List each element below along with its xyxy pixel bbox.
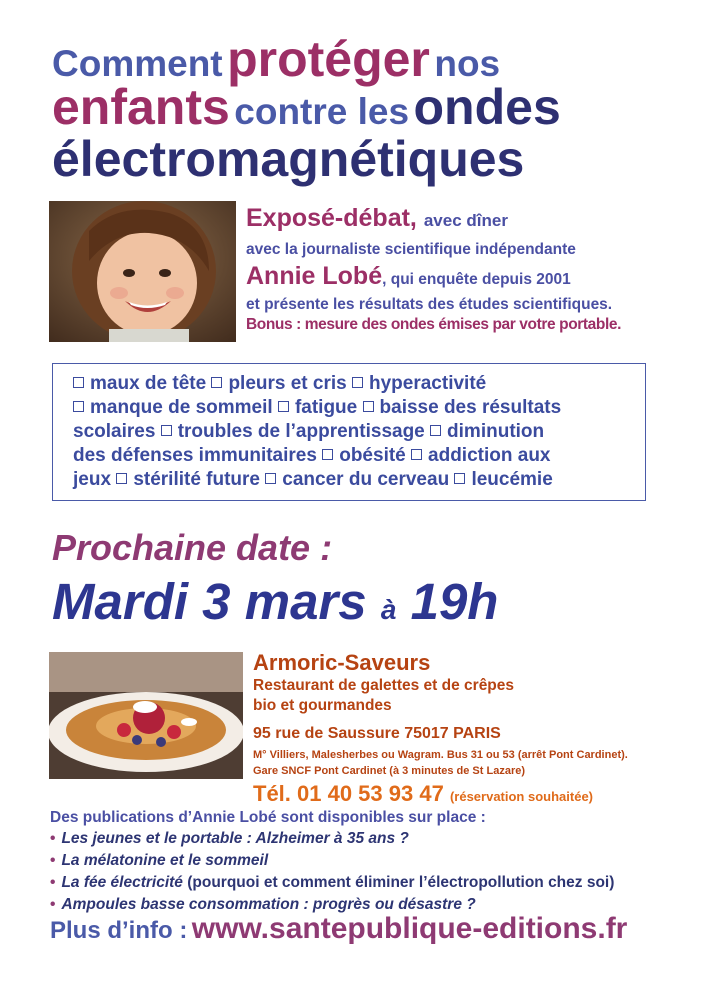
venue-description-2: bio et gourmandes bbox=[253, 697, 392, 714]
speaker-line: Annie Lobé, qui enquête depuis 2001 bbox=[246, 262, 571, 290]
bullet-icon: • bbox=[50, 874, 56, 891]
publication-item bbox=[50, 828, 614, 850]
symptom-item: jeux bbox=[73, 469, 112, 490]
more-info bbox=[50, 912, 627, 946]
headline bbox=[52, 31, 692, 187]
checkbox-icon bbox=[116, 473, 127, 484]
symptoms-line bbox=[73, 444, 633, 468]
checkbox-icon bbox=[430, 425, 441, 436]
symptom-item: pleurs et cris bbox=[228, 373, 347, 394]
bullet-icon: • bbox=[50, 830, 56, 847]
symptom-item: baisse des résultats bbox=[379, 397, 562, 418]
symptoms-line bbox=[73, 372, 633, 396]
checkbox-icon bbox=[211, 377, 222, 388]
headline-line-1: Comment protéger nos bbox=[52, 31, 501, 87]
symptom-item: leucémie bbox=[471, 469, 553, 490]
symptoms-line bbox=[73, 420, 633, 444]
symptom-item: scolaires bbox=[73, 421, 156, 442]
venue-name: Armoric-Saveurs bbox=[253, 650, 431, 675]
checkbox-icon bbox=[265, 473, 276, 484]
event-type: Exposé-débat, avec dîner bbox=[246, 204, 508, 232]
checkbox-icon bbox=[73, 401, 84, 412]
crepe-photo-image bbox=[49, 652, 243, 779]
symptom-item: manque de sommeil bbox=[90, 397, 273, 418]
publication-item bbox=[50, 850, 614, 872]
headline-line-3: électromagnétiques bbox=[52, 131, 525, 187]
child-photo bbox=[49, 201, 236, 342]
presents-line: et présente les résultats des études scientifiques. bbox=[246, 296, 613, 313]
symptoms-line bbox=[73, 468, 633, 492]
next-date: Mardi 3 mars à 19h bbox=[52, 573, 499, 630]
checkbox-icon bbox=[161, 425, 172, 436]
publication-title: La mélatonine et le sommeil bbox=[61, 852, 269, 869]
publications-title: Des publications d’Annie Lobé sont disponibles sur place : bbox=[50, 809, 486, 826]
checkbox-icon bbox=[352, 377, 363, 388]
venue-train: Gare SNCF Pont Cardinet (à 3 minutes de St Lazare) bbox=[253, 765, 526, 777]
more-info-label: Plus d’info : bbox=[50, 917, 188, 944]
bullet-icon: • bbox=[50, 852, 56, 869]
venue-description: Restaurant de galettes et de crêpes bbox=[253, 677, 515, 694]
publication-title: La fée électricité bbox=[61, 874, 183, 891]
symptom-item: des défenses immunitaires bbox=[73, 445, 317, 466]
symptom-item: diminution bbox=[447, 421, 545, 442]
symptom-item: troubles de l’apprentissage bbox=[177, 421, 425, 442]
symptoms-list bbox=[73, 372, 633, 492]
speaker-name: Annie Lobé bbox=[246, 262, 383, 290]
symptoms-box bbox=[52, 363, 646, 501]
next-date-label: Prochaine date : bbox=[52, 527, 333, 568]
symptom-item: hyperactivité bbox=[369, 373, 487, 394]
website-link[interactable]: www.santepublique-editions.fr bbox=[191, 912, 628, 945]
checkbox-icon bbox=[411, 449, 422, 460]
symptom-item: stérilité future bbox=[133, 469, 261, 490]
checkbox-icon bbox=[454, 473, 465, 484]
journalist-line: avec la journaliste scientifique indépendante bbox=[246, 241, 576, 258]
headline-line-2: enfants contre les ondes bbox=[52, 79, 561, 135]
venue-phone: Tél. 01 40 53 93 47 (réservation souhaitée) bbox=[253, 781, 593, 806]
checkbox-icon bbox=[363, 401, 374, 412]
symptom-item: maux de tête bbox=[90, 373, 207, 394]
symptom-item: addiction aux bbox=[428, 445, 551, 466]
event-intro bbox=[246, 203, 696, 335]
checkbox-icon bbox=[73, 377, 84, 388]
publication-note: (pourquoi et comment éliminer l’électropollution chez soi) bbox=[187, 874, 615, 891]
venue-metro: M° Villiers, Malesherbes ou Wagram. Bus 31 ou 53 (arrêt Pont Cardinet). bbox=[253, 749, 628, 761]
publications-list bbox=[50, 828, 614, 916]
checkbox-icon bbox=[278, 401, 289, 412]
publication-title: Ampoules basse consommation : progrès ou désastre ? bbox=[61, 896, 476, 913]
venue-info bbox=[253, 650, 693, 810]
crepe-photo bbox=[49, 652, 243, 779]
child-photo-image bbox=[49, 201, 236, 342]
symptom-item: cancer du cerveau bbox=[282, 469, 450, 490]
symptom-item: obésité bbox=[339, 445, 406, 466]
publication-title: Les jeunes et le portable : Alzheimer à 35 ans ? bbox=[61, 830, 409, 847]
bonus-line: Bonus : mesure des ondes émises par votre portable. bbox=[246, 316, 621, 333]
publication-item bbox=[50, 872, 614, 894]
symptoms-line bbox=[73, 396, 633, 420]
bullet-icon: • bbox=[50, 896, 56, 913]
symptom-item: fatigue bbox=[294, 397, 358, 418]
venue-address: 95 rue de Saussure 75017 PARIS bbox=[253, 725, 501, 742]
checkbox-icon bbox=[322, 449, 333, 460]
